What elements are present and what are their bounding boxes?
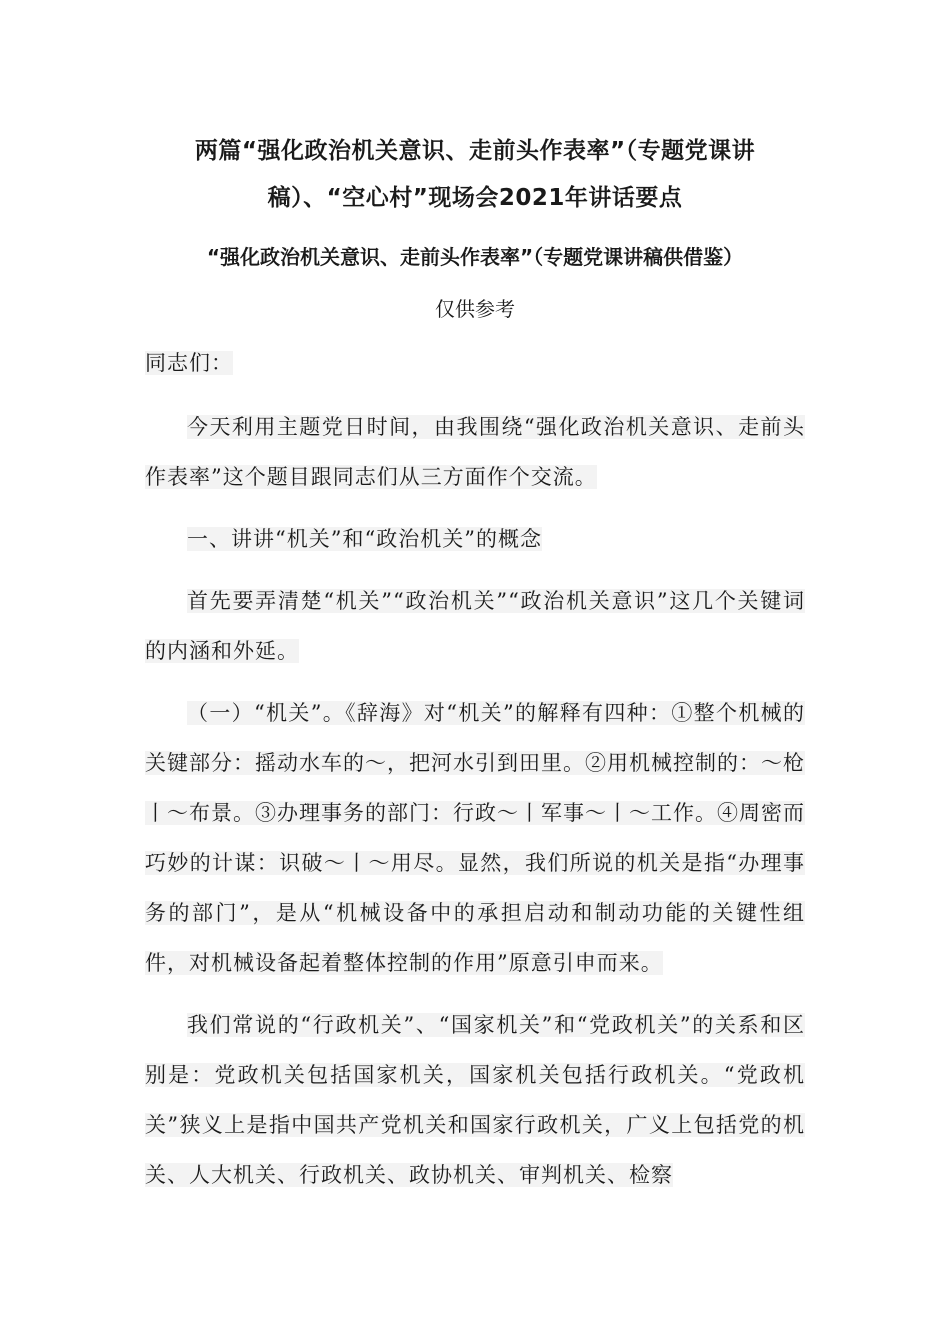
intro-text: 今天利用主题党日时间，由我围绕“强化政治机关意识、走前头作表率”这个题目跟同志们从三方面作个交流。 [145, 415, 805, 489]
keywords-paragraph [145, 576, 805, 676]
section-heading-1-text: 一、讲讲“机关”和“政治机关”的概念 [187, 527, 542, 551]
document-page [145, 128, 805, 1200]
keywords-text: 首先要弄清楚“机关”“政治机关”“政治机关意识”这几个关键词的内涵和外延。 [145, 589, 805, 663]
relationship-text: 我们常说的“行政机关”、“国家机关”和“党政机关”的关系和区别是：党政机关包括国家机关，国家机关包括行政机关。“党政机关”狭义上是指中国共产党机关和国家行政机关，广义上包括党的机关、人大机关、行政机关、政协机关、审判机关、检察 [145, 1013, 805, 1187]
document-title-line-2: 稿）、“空心村”现场会2021年讲话要点 [267, 185, 683, 211]
definition-paragraph [145, 688, 805, 988]
document-title-line-1: 两篇“强化政治机关意识、走前头作表率”（专题党课讲 [194, 138, 756, 164]
intro-paragraph [145, 402, 805, 502]
document-subtitle: “强化政治机关意识、走前头作表率”（专题党课讲稿供借鉴） [206, 245, 744, 269]
reference-note: 仅供参考 [435, 297, 515, 321]
salutation-text: 同志们： [145, 351, 233, 375]
salutation-paragraph [145, 338, 805, 388]
definition-text: （一）“机关”。《辞海》对“机关”的解释有四种：①整个机械的关键部分：摇动水车的～，把河水引到田里。②用机械控制的：～枪丨～布景。③办理事务的部门：行政～丨军事～丨～工作。④周密而巧妙的计谋：识破～丨～用尽。显然，我们所说的机关是指“办理事务的部门”，是从“机械设备中的承担启动和制动功能的关键性组件，对机械设备起着整体控制的作用”原意引申而来。 [145, 701, 805, 975]
document-title [145, 128, 805, 222]
section-heading-1 [145, 514, 805, 564]
relationship-paragraph [145, 1000, 805, 1200]
